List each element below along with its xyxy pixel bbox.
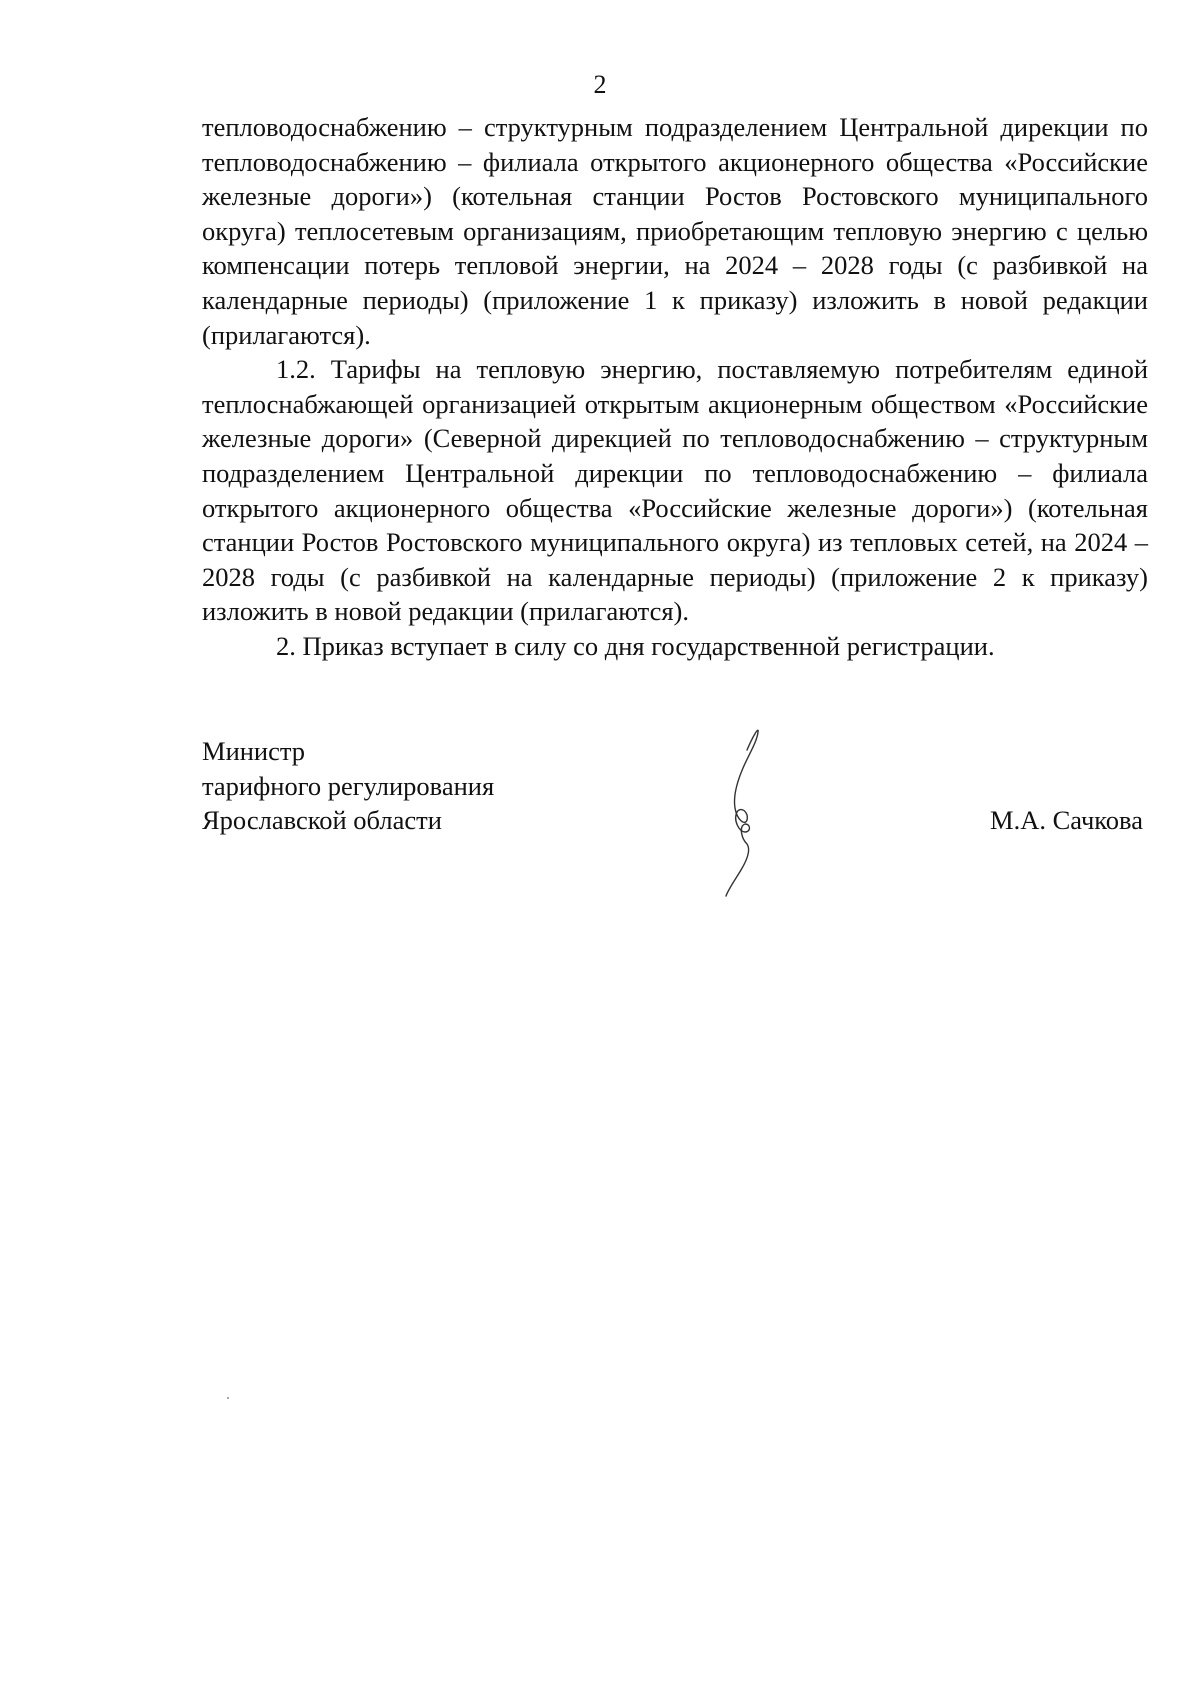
signer-title-line: Министр bbox=[202, 736, 306, 766]
signer-title-line: тарифного регулирования bbox=[202, 770, 495, 801]
paragraph-item-1-2: 1.2. Тарифы на тепловую энергию, поставляемую потребителям единой теплоснабжающей организацией открытым акционерным обществом «Российские железные дороги» (Северной дирекцией по тепловодоснабжению – структурным подразделением Центральной дирекции по тепловодоснабжению – филиала открытого акционерного общества «Российские железные дороги») (котельная станции Ростов Ростовского муниципального округа) из тепловых сетей, на 2024 – 2028 годы (с разбивкой на календарные периоды) (приложение 2 к приказу) изложить в новой редакции (прилагаются). bbox=[202, 354, 1148, 627]
paragraph-continuation: тепловодоснабжению – структурным подразделением Центральной дирекции по тепловодоснабжению – филиала открытого акционерного общества «Российские железные дороги») (котельная станции Ростов Ростовского муниципального округа) теплосетевым организациям, приобретающим тепловую энергию с целью компенсации потерь тепловой энергии, на 2024 – 2028 годы (с разбивкой на календарные периоды) (приложение 1 к приказу) изложить в новой редакции (прилагаются). bbox=[202, 112, 1148, 350]
scan-speck bbox=[227, 1397, 229, 1399]
signer-title-line: Ярославской области bbox=[202, 805, 442, 836]
paragraph-item-2: 2. Приказ вступает в силу со дня государственной регистрации. bbox=[276, 630, 995, 661]
page-number: 2 bbox=[593, 70, 607, 99]
handwritten-signature bbox=[725, 720, 815, 900]
document-body bbox=[202, 110, 1148, 664]
signer-name: М.А. Сачкова bbox=[990, 805, 1143, 835]
signature-block bbox=[202, 734, 1162, 838]
